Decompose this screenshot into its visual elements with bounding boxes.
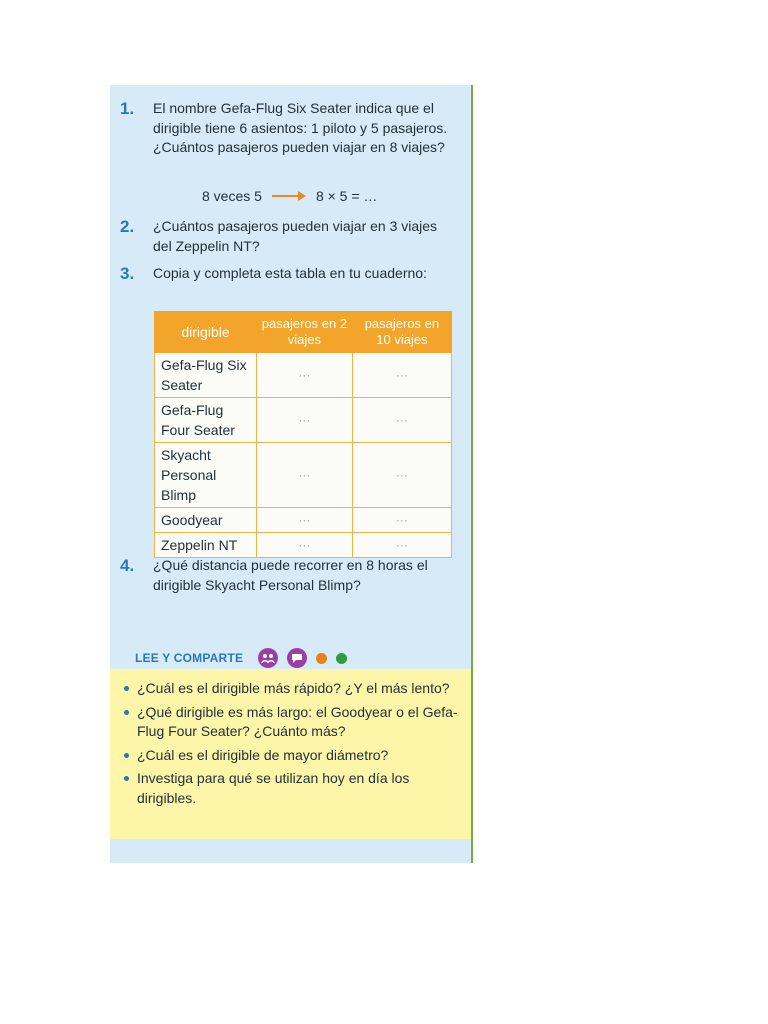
table-cell-blank: ··· <box>352 533 451 558</box>
question-3 <box>120 264 455 284</box>
table-row <box>155 353 452 398</box>
question-text: Copia y completa esta tabla en tu cuaderno: <box>153 265 427 281</box>
question-number: 4. <box>120 556 135 575</box>
lee-y-comparte-box <box>110 669 471 839</box>
discussion-list <box>124 679 459 812</box>
table-cell-blank: ··· <box>257 508 353 533</box>
table-cell-dirigible: Skyacht Personal Blimp <box>155 443 257 508</box>
table-cell-blank: ··· <box>257 398 353 443</box>
bullet-icon <box>124 776 129 781</box>
column-header: dirigible <box>155 312 257 353</box>
formula-right: 8 × 5 = … <box>315 188 378 204</box>
question-text: ¿Qué distancia puede recorrer en 8 horas el dirigible Skyacht Personal Blimp? <box>153 557 428 593</box>
speech-icon <box>287 648 307 668</box>
list-item <box>124 746 459 766</box>
table-row <box>155 508 452 533</box>
question-4 <box>120 556 455 595</box>
list-item-text: ¿Cuál es el dirigible más rápido? ¿Y el más lento? <box>137 680 450 696</box>
green-dot-icon <box>336 653 347 664</box>
table-row <box>155 533 452 558</box>
arrow-right-icon <box>272 191 306 201</box>
question-2 <box>120 217 455 256</box>
list-item-text: ¿Cuál es el dirigible de mayor diámetro? <box>137 746 389 763</box>
multiplication-formula <box>202 188 377 204</box>
bullet-icon <box>124 753 129 758</box>
table-cell-dirigible: Gefa-Flug Four Seater <box>155 398 257 443</box>
table-cell-blank: ··· <box>352 508 451 533</box>
table-cell-blank: ··· <box>257 533 353 558</box>
table-cell-dirigible: Zeppelin NT <box>155 533 257 558</box>
list-item <box>124 679 459 699</box>
table-cell-blank: ··· <box>352 443 451 508</box>
table-cell-dirigible: Goodyear <box>155 508 257 533</box>
list-item <box>124 769 459 808</box>
question-text: El nombre Gefa-Flug Six Seater indica que el dirigible tiene 6 asientos: 1 piloto y 5 pasajeros. ¿Cuántos pasajeros pueden viajar en 8 viajes? <box>153 100 448 155</box>
group-icon <box>258 648 278 668</box>
table-row <box>155 443 452 508</box>
list-item <box>124 703 459 742</box>
orange-dot-icon <box>316 653 327 664</box>
column-header: pasajeros en 2 viajes <box>257 312 353 353</box>
table-header-row <box>155 312 452 353</box>
bullet-icon <box>124 710 129 715</box>
table-cell-dirigible: Gefa-Flug Six Seater <box>155 353 257 398</box>
table-cell-blank: ··· <box>352 398 451 443</box>
page-edge-rule <box>471 85 473 863</box>
list-item-text: ¿Qué dirigible es más largo: el Goodyear o el Gefa-Flug Four Seater? ¿Cuánto más? <box>137 703 458 739</box>
list-item-text: Investiga para qué se utilizan hoy en día los dirigibles. <box>137 770 410 806</box>
exercise-panel <box>110 85 471 863</box>
table-cell-blank: ··· <box>257 443 353 508</box>
activity-badges <box>258 648 347 668</box>
formula-left: 8 veces 5 <box>202 188 262 204</box>
question-1 <box>120 99 455 158</box>
dirigibles-table <box>154 311 452 558</box>
question-number: 3. <box>120 264 135 283</box>
column-header: pasajeros en 10 viajes <box>352 312 451 353</box>
question-text: ¿Cuántos pasajeros pueden viajar en 3 viajes del Zeppelin NT? <box>153 218 438 254</box>
question-number: 1. <box>120 99 135 118</box>
bullet-icon <box>124 686 129 691</box>
table-cell-blank: ··· <box>352 353 451 398</box>
lee-y-comparte-title: LEE Y COMPARTE <box>135 651 244 665</box>
question-number: 2. <box>120 217 135 236</box>
table-row <box>155 398 452 443</box>
table-cell-blank: ··· <box>257 353 353 398</box>
